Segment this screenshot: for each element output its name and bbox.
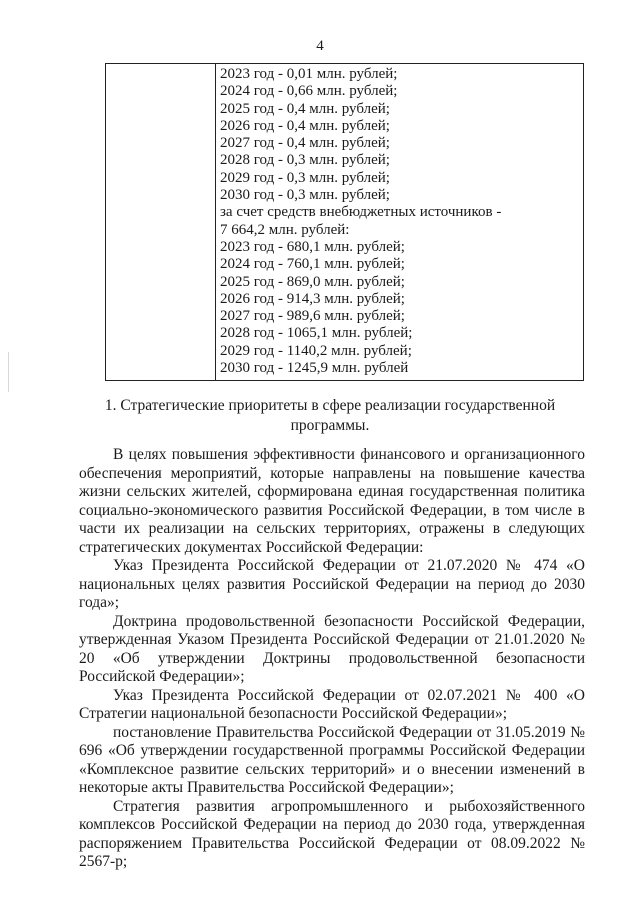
body-text <box>79 446 585 872</box>
funding-table <box>105 63 584 381</box>
funding-line: 2029 год - 0,3 млн. рублей; <box>220 169 390 186</box>
funding-line: 2025 год - 0,4 млн. рублей; <box>220 100 390 117</box>
funding-line: 2027 год - 989,6 млн. рублей; <box>220 308 405 325</box>
scan-margin-mark <box>8 352 9 392</box>
paragraph: Указ Президента Российской Федерации от 21.07.2020 № 474 «О национальных целях развития Российской Федерации на период до 2030 года»; <box>79 557 585 611</box>
paragraph: Стратегия развития агропромышленного и рыбохозяйственного комплексов Российской Федерации на период до 2030 года, утвержденная распоряжением Правительства Российской Федерации от 08.09.2022 № 2567-р; <box>79 797 585 870</box>
funding-line: 2026 год - 914,3 млн. рублей; <box>220 290 405 307</box>
funding-line: 2030 год - 0,3 млн. рублей; <box>220 187 390 204</box>
funding-line: 2028 год - 0,3 млн. рублей; <box>220 152 390 169</box>
paragraph: Указ Президента Российской Федерации от 02.07.2021 № 400 «О Стратегии национальной безопасности Российской Федерации»; <box>79 686 585 722</box>
funding-line: 2024 год - 0,66 млн. рублей; <box>220 83 398 100</box>
funding-line: 7 664,2 млн. рублей: <box>220 221 350 238</box>
funding-line: 2024 год - 760,1 млн. рублей; <box>220 256 405 273</box>
funding-line: 2028 год - 1065,1 млн. рублей; <box>220 325 413 342</box>
funding-line: 2030 год - 1245,9 млн. рублей <box>220 360 409 377</box>
funding-cell <box>220 66 501 377</box>
funding-line: 2025 год - 869,0 млн. рублей; <box>220 273 405 290</box>
funding-line: 2026 год - 0,4 млн. рублей; <box>220 117 390 134</box>
section-heading: 1. Стратегические приоритеты в сфере реализации государственной программы. <box>104 397 556 434</box>
funding-line: 2023 год - 0,01 млн. рублей; <box>220 66 398 82</box>
funding-line: 2029 год - 1140,2 млн. рублей; <box>220 342 412 359</box>
page-number: 4 <box>316 38 324 54</box>
funding-line: за счет средств внебюджетных источников - <box>220 204 502 221</box>
table-column-divider <box>215 64 216 380</box>
paragraph: Доктрина продовольственной безопасности Российской Федерации, утвержденная Указом Президента Российской Федерации от 21.01.2020 № 20 «Об утверждении Доктрины продовольственной безопасности Российской Федерации»; <box>79 612 585 685</box>
funding-line: 2027 год - 0,4 млн. рублей; <box>220 135 390 152</box>
funding-line: 2023 год - 680,1 млн. рублей; <box>220 238 405 255</box>
paragraph: постановление Правительства Российской Федерации от 31.05.2019 № 696 «Об утверждении государственной программы Российской Федерации «Комплексное развитие сельских территорий» и о внесении изменений в некоторые акты Правительства Российской Федерации»; <box>79 723 585 796</box>
paragraph: В целях повышения эффективности финансового и организационного обеспечения мероприятий, которые направлены на повышение качества жизни сельских жителей, сформирована единая государственная политика социально-экономического развития Российской Федерации, в том числе в части их реализации на сельских территориях, отражены в следующих стратегических документах Российской Федерации: <box>79 446 585 556</box>
